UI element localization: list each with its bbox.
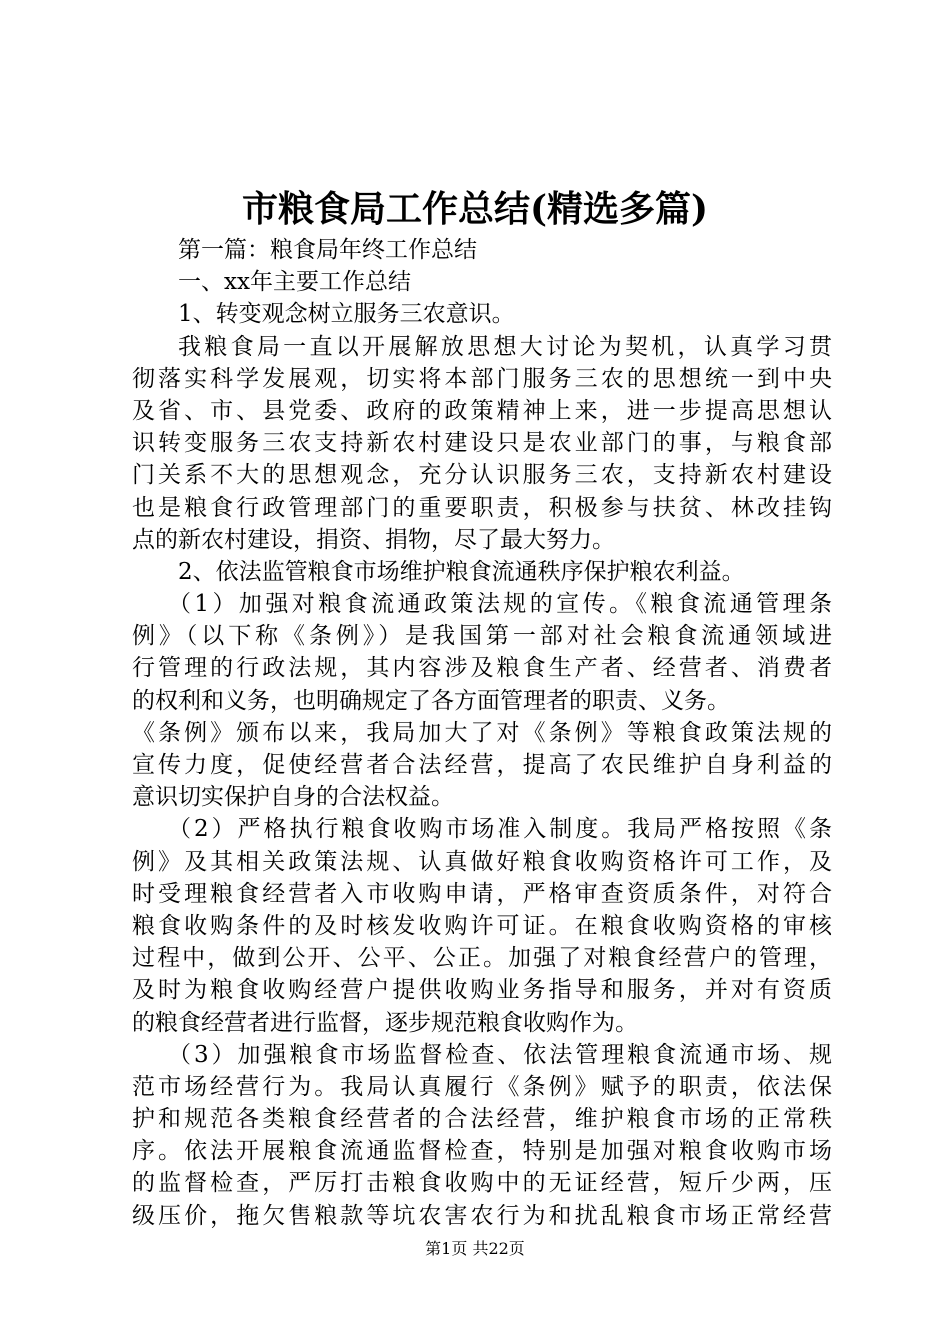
body-line: 及时为粮食收购经营户提供收购业务指导和服务，并对有资质 bbox=[132, 977, 832, 1004]
body-line: 的粮食经营者进行监督，逐步规范粮食收购作为。 bbox=[132, 1009, 638, 1036]
body-line: 意识切实保护自身的合法权益。 bbox=[132, 784, 454, 811]
body-line: 门关系不大的思想观念，充分认识服务三农，支持新农村建设 bbox=[132, 462, 832, 489]
body-line: 也是粮食行政管理部门的重要职责，积极参与扶贫、林改挂钩 bbox=[132, 494, 832, 521]
body-line: 的监督检查，严厉打击粮食收购中的无证经营，短斤少两，压 bbox=[132, 1170, 832, 1197]
body-line: 序。依法开展粮食流通监督检查，特别是加强对粮食收购市场 bbox=[132, 1138, 832, 1165]
body-line: 范市场经营行为。我局认真履行《条例》赋予的职责，依法保 bbox=[132, 1073, 832, 1100]
body-line: 例》（以下称《条例》）是我国第一部对社会粮食流通领域进 bbox=[132, 623, 832, 650]
body-line: 一、xx年主要工作总结 bbox=[178, 269, 411, 296]
body-line: （1）加强对粮食流通政策法规的宣传。《粮食流通管理条 bbox=[168, 591, 832, 618]
page-footer: 第1页 共22页 bbox=[425, 1239, 525, 1258]
body-line: 及省、市、县党委、政府的政策精神上来，进一步提高思想认 bbox=[132, 397, 832, 424]
document-title: 市粮食局工作总结(精选多篇) bbox=[241, 188, 709, 230]
body-line: 《条例》颁布以来，我局加大了对《条例》等粮食政策法规的 bbox=[132, 719, 832, 746]
body-line: 的权利和义务，也明确规定了各方面管理者的职责、义务。 bbox=[132, 687, 730, 714]
body-line: 级压价，拖欠售粮款等坑农害农行为和扰乱粮食市场正常经营 bbox=[132, 1202, 832, 1229]
body-line: （2）严格执行粮食收购市场准入制度。我局严格按照《条 bbox=[168, 816, 832, 843]
body-line: 宣传力度，促使经营者合法经营，提高了农民维护自身利益的 bbox=[132, 752, 832, 778]
body-line: 行管理的行政法规，其内容涉及粮食生产者、经营者、消费者 bbox=[132, 655, 832, 682]
body-line: 护和规范各类粮食经营者的合法经营，维护粮食市场的正常秩 bbox=[132, 1106, 832, 1133]
body-line: （3）加强粮食市场监督检查、依法管理粮食流通市场、规 bbox=[168, 1041, 832, 1068]
body-line: 第一篇：粮食局年终工作总结 bbox=[178, 237, 477, 263]
body-line: 我粮食局一直以开展解放思想大讨论为契机，认真学习贯 bbox=[178, 333, 832, 360]
body-line: 2、依法监管粮食市场维护粮食流通秩序保护粮农利益。 bbox=[178, 558, 745, 585]
body-line: 过程中，做到公开、公平、公正。加强了对粮食经营户的管理， bbox=[132, 945, 832, 972]
body-line: 例》及其相关政策法规、认真做好粮食收购资格许可工作，及 bbox=[132, 848, 832, 875]
body-line: 彻落实科学发展观，切实将本部门服务三农的思想统一到中央 bbox=[132, 365, 832, 392]
body-line: 识转变服务三农支持新农村建设只是农业部门的事，与粮食部 bbox=[132, 430, 832, 457]
body-line: 时受理粮食经营者入市收购申请，严格审查资质条件，对符合 bbox=[132, 880, 832, 907]
body-line: 1、转变观念树立服务三农意识。 bbox=[178, 301, 515, 328]
document-body bbox=[132, 234, 832, 1232]
body-line: 点的新农村建设，捐资、捐物，尽了最大努力。 bbox=[132, 526, 615, 553]
body-line: 粮食收购条件的及时核发收购许可证。在粮食收购资格的审核 bbox=[132, 912, 832, 939]
